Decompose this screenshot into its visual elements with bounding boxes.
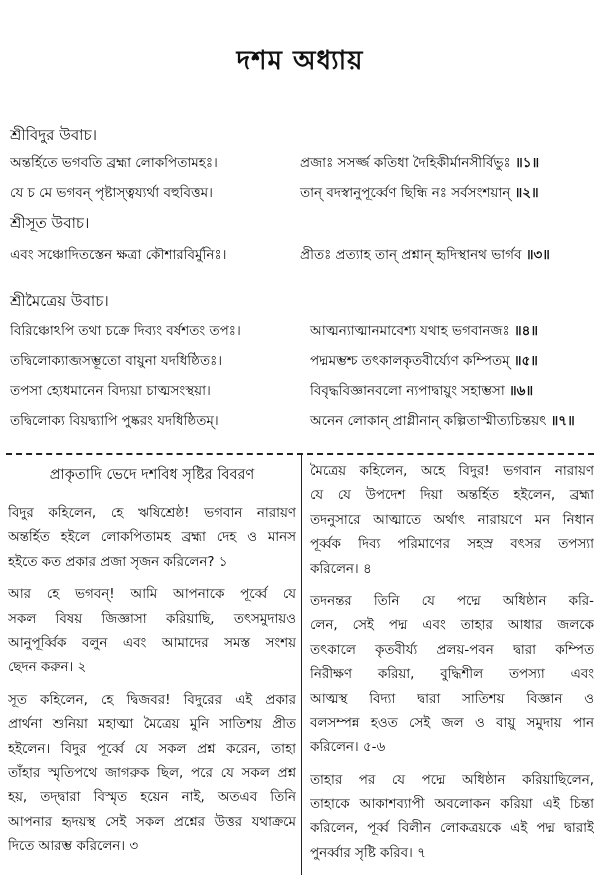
speaker-suta: শ্রীসূত উবাচ। <box>10 214 90 232</box>
verse-4-second-half-text: আত্মন্যাত্মানমাবেশ্য যথাহ ভগবানজঃ <box>310 323 510 339</box>
sanskrit-verse-4 <box>10 320 592 344</box>
verse-7-number: ॥৭॥ <box>550 413 575 429</box>
verse-6-second-half <box>310 380 533 403</box>
text-line: লেন, সেই পদ্ম এবং তাহার আধার জলকে <box>310 618 594 634</box>
column-divider <box>301 455 302 875</box>
translation-paragraph-5 <box>310 590 594 761</box>
text-line: মৈত্রেয় কহিলেন, অহে বিদুর! ভগবান নারায়ণ <box>310 464 594 479</box>
verse-4-number: ॥৪॥ <box>513 323 538 339</box>
text-line: করিলেন, পূর্ব্ব বিলীন লোকত্রয়কে এই পদ্ম দ্বারাই <box>310 821 594 837</box>
verse-3-second-half <box>300 244 550 267</box>
verse-3-first-half: এবং সঞ্চোদিতস্তেন ক্ষত্রা কৌশারবির্মুনিঃ। <box>10 247 227 263</box>
text-line: তদনুসারে আত্মাতে অর্থাৎ নারায়ণে মন নিধান <box>310 512 594 528</box>
text-line: তৎকালে কৃতবীর্য্য প্রলয়-পবন দ্বারা কম্পিত <box>310 642 594 658</box>
translation-paragraph-2 <box>8 583 296 681</box>
verse-7-first-half: তদ্বিলোক্য বিয়দ্ব্যাপি পুষ্করং যদধিষ্ঠিতম্। <box>10 413 219 429</box>
verse-1-second-half <box>300 152 539 175</box>
translation-paragraph-6 <box>310 769 594 867</box>
verse-5-first-half: তদ্বিলোক্যাব্জসম্ভূতো বায়ুনা যদধিষ্ঠিতঃ। <box>10 353 223 369</box>
text-line: বলসম্পন্ন হওত সেই জল ও বায়ু সমুদায় পান <box>310 715 594 731</box>
translation-paragraph-1 <box>8 502 296 575</box>
text-line: বিদুর কহিলেন, হে ঋষিশ্রেষ্ঠ! ভগবান নারায়ণ <box>8 506 296 521</box>
verse-6-first-half: তপসা হ্যেধমানেন বিদ্যয়া চাত্মসংস্থয়া। <box>10 383 211 399</box>
verse-2-number: ॥২॥ <box>514 185 539 201</box>
verse-4-first-half: বিরিঞ্চোঽপি তথা চক্রে দিব্যং বর্ষশতং তপঃ। <box>10 323 241 339</box>
verse-2-second-half <box>300 182 539 205</box>
sanskrit-verse-7 <box>10 410 592 434</box>
text-line: প্রার্থনা শুনিয়া মহাত্মা মৈত্রেয় মুনি সাতিশয় প্রীত <box>8 717 296 733</box>
translation-paragraph-4 <box>310 460 594 582</box>
text-line: করিলেন। ৪ <box>310 561 372 577</box>
text-line: পুনর্ব্বার সৃষ্টি করিব। ৭ <box>310 845 426 861</box>
section-divider <box>6 453 594 455</box>
section-heading: প্রাকৃতাদি ভেদে দশবিধ সৃষ্টির বিবরণ <box>49 467 255 483</box>
text-line: করিলেন। ৫-৬ <box>310 740 386 756</box>
sanskrit-verse-2 <box>10 182 592 206</box>
speaker-maitreya: শ্রীমৈত্রেয় উবাচ। <box>10 292 109 310</box>
text-line: তদনন্তর তিনি যে পদ্মে অধিষ্ঠান করি- <box>310 593 594 609</box>
verse-2-first-half: যে চ মে ভগবন্ পৃষ্টাস্ত্বয্যর্থা বহুবিত্তম। <box>10 185 213 201</box>
speaker-vidura: শ্রীবিদুর উবাচ। <box>10 126 97 144</box>
text-line: অন্তর্হিত হইলে লোকপিতামহ ব্রহ্মা দেহ ও মানস <box>8 530 296 546</box>
translation-paragraph-3 <box>8 689 296 860</box>
translation-right-column <box>310 460 594 880</box>
text-line: সূত কহিলেন, হে দ্বিজবর! বিদুরের এই প্রকার <box>8 692 296 708</box>
text-line: আনুপূর্ব্বিক বলুন এবং আমাদের সমস্ত সংশয় <box>8 635 296 651</box>
text-line: হইলেন। বিদুর পূর্ব্বে যে সকল প্রশ্ন করেন, তাহা <box>8 741 296 757</box>
verse-1-second-half-text: প্রজাঃ সসর্জ্জ কতিধা দৈহিকীর্মানসীর্বিভুঃ <box>300 155 511 171</box>
sanskrit-verse-3 <box>10 244 592 268</box>
verse-4-second-half <box>310 320 538 343</box>
sanskrit-verse-5 <box>10 350 592 374</box>
text-line: সকল বিষয় জিজ্ঞাসা করিয়াছি, তৎসমুদায়ও <box>8 611 296 627</box>
text-line: দিতে আরম্ভ করিলেন। ৩ <box>8 839 139 855</box>
text-line: পূর্ব্বক দিব্য পরিমাণের সহস্র বৎসর তপস্যা <box>310 537 594 553</box>
verse-7-second-half <box>310 410 575 433</box>
text-line: তাহার পর যে পদ্মে অধিষ্ঠান করিয়াছিলেন, <box>310 772 594 788</box>
verse-6-number: ॥৬॥ <box>509 383 534 399</box>
text-line: হয়, তদ্দ্বারা বিস্মৃত হয়েন নাই, অতএব তিনি <box>8 790 296 806</box>
verse-1-number: ॥১॥ <box>515 155 540 171</box>
translation-left-column <box>8 460 296 880</box>
verse-6-second-half-text: বিবৃদ্ধবিজ্ঞানবলো ন্যপাদ্বায়ুং সহাম্ভসা <box>310 383 505 399</box>
verse-3-number: ॥৩॥ <box>525 247 550 263</box>
text-line: আর হে ভগবন্! আমি আপনাকে পূর্ব্বে যে <box>8 587 296 603</box>
text-line: ছেদন করুন। ২ <box>8 660 87 676</box>
text-line: আত্মস্থ বিদ্যা দ্বারা সাতিশয় বিজ্ঞান ও <box>310 691 594 707</box>
sanskrit-verse-1 <box>10 152 592 176</box>
text-line: হইতে কত প্রকার প্রজা সৃজন করিলেন? ১ <box>8 554 228 570</box>
text-line: তাঁহার স্মৃতিপথে জাগরুক ছিল, পরে যে সকল প্রশ্ন <box>8 765 296 781</box>
text-line: তাহাকে আকাশব্যাপী অবলোকন করিয়া এই চিন্তা <box>310 797 594 813</box>
verse-2-second-half-text: তান্ বদস্বানুপূর্ব্বেণ ছিন্ধি নঃ সর্বসংশয়ান্ <box>300 185 511 201</box>
verse-3-second-half-text: প্রীতঃ প্রত্যাহ তান্ প্রশ্নান্ হৃদিস্থানথ ভার্গব <box>300 247 522 263</box>
sanskrit-verse-6 <box>10 380 592 404</box>
text-line: নিরীক্ষণ করিয়া, বুদ্ধিশীল তপস্যা এবং <box>310 667 594 683</box>
verse-5-number: ॥৫॥ <box>513 353 538 369</box>
text-line: আপনার হৃদয়স্থ সেই সকল প্রশ্নের উত্তর যথাক্রমে <box>8 814 296 830</box>
verse-7-second-half-text: অনেন লোকান্ প্রাগ্লীনান্ কল্পিতাস্মীত্যচিন্তয়ৎ <box>310 413 547 429</box>
verse-5-second-half-text: পদ্মমম্ভশ্চ তৎকালকৃতবীর্য্যেণ কম্পিতম্ <box>310 353 510 369</box>
text-line: যে যে উপদেশ দিয়া অন্তর্হিত হইলেন, ব্রহ্মা <box>310 488 594 504</box>
chapter-title: দশম অধ্যায় <box>236 46 364 76</box>
verse-5-second-half <box>310 350 538 373</box>
verse-1-first-half: অন্তর্হিতে ভগবতি ব্রহ্মা লোকপিতামহঃ। <box>10 155 218 171</box>
